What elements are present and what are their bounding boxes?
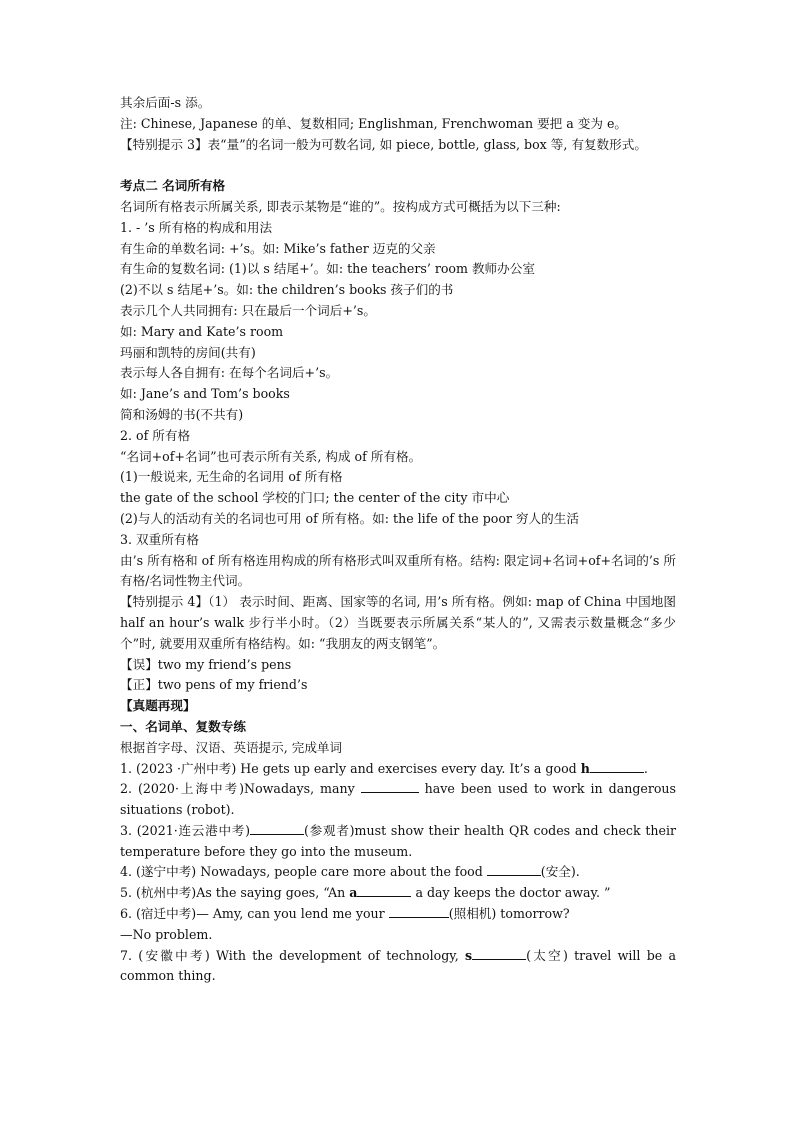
answer-blank[interactable] bbox=[389, 904, 449, 918]
hint-letter: s bbox=[464, 947, 473, 963]
question-text: 3. (2021·连云港中考) bbox=[120, 822, 251, 838]
exercise-heading: 一、名词单、复数专练 bbox=[120, 718, 246, 734]
text-line: 有生命的复数名词: (1)以 s 结尾+’。如: the teachers’ room 教师办公室 bbox=[120, 261, 535, 277]
wrong-example: 【误】two my friend’s pens bbox=[120, 656, 292, 672]
question-5 bbox=[120, 883, 676, 904]
text-line: (1)一般说来, 无生命的名词用 of 所有格 bbox=[120, 469, 343, 485]
section-heading: 考点二 名词所有格 bbox=[120, 178, 226, 194]
text-line: 如: Jane’s and Tom’s books bbox=[120, 386, 290, 402]
text-line: 表示每人各自拥有: 在每个名词后+’s。 bbox=[120, 365, 339, 381]
question-2 bbox=[120, 779, 676, 821]
question-text: (参观者)must show their health QR codes and check their temperature before they go into the museum. bbox=[120, 822, 676, 859]
question-text: 4. (遂宁中考) Nowadays, people care more about the food bbox=[120, 864, 487, 880]
instructions: 根据首字母、汉语、英语提示, 完成单词 bbox=[120, 739, 343, 755]
text-line: 简和汤姆的书(不共有) bbox=[120, 406, 244, 422]
question-text: 7. (安徽中考) With the development of technology, bbox=[120, 947, 465, 963]
text-line: (2)不以 s 结尾+’s。如: the children’s books 孩子们的书 bbox=[120, 282, 454, 298]
question-text: a day keeps the doctor away. ” bbox=[411, 885, 611, 901]
text-line: 如: Mary and Kate’s room bbox=[120, 323, 284, 339]
question-text: (太空) travel will be a common thing. bbox=[120, 947, 676, 984]
answer-blank[interactable] bbox=[472, 946, 526, 960]
question-6-reply: —No problem. bbox=[120, 926, 213, 942]
answer-blank[interactable] bbox=[487, 862, 541, 876]
answer-blank[interactable] bbox=[361, 779, 419, 793]
question-text: (照相机) tomorrow? bbox=[448, 906, 570, 922]
answer-blank[interactable] bbox=[357, 883, 411, 897]
text-line: 注: Chinese, Japanese 的单、复数相同; Englishman, Frenchwoman 要把 a 变为 e。 bbox=[120, 115, 628, 131]
subheading: 3. 双重所有格 bbox=[120, 531, 199, 547]
text-line: 名词所有格表示所属关系, 即表示某物是“谁的”。按构成方式可概括为以下三种: bbox=[120, 198, 561, 214]
question-4 bbox=[120, 862, 676, 883]
text-line: (2)与人的活动有关的名词也可用 of 所有格。如: the life of the poor 穷人的生活 bbox=[120, 510, 579, 526]
tip-4-paragraph: 【特别提示 4】（1） 表示时间、距离、国家等的名词, 用’s 所有格。例如: map of China 中国地图 half an hour’s walk 步行半小时。（2）当既要表示所属关系“某人的”, 又需表示数量概念“多少个”时, 就要用双重所有格结构。如: “我朋友的两支钢笔”。 bbox=[120, 594, 676, 651]
subheading: 1. - ’s 所有格的构成和用法 bbox=[120, 219, 273, 235]
question-7 bbox=[120, 946, 676, 988]
text-line: 其余后面-s 添。 bbox=[120, 95, 211, 110]
subheading: 2. of 所有格 bbox=[120, 427, 191, 443]
double-possessive-paragraph: 由’s 所有格和 of 所有格连用构成的所有格形式叫双重所有格。结构: 限定词+名词+of+名词的’s 所有格/名词性物主代词。 bbox=[120, 552, 676, 589]
question-3 bbox=[120, 821, 676, 863]
text-line: 有生命的单数名词: +’s。如: Mike’s father 迈克的父亲 bbox=[120, 240, 436, 256]
question-1 bbox=[120, 759, 676, 780]
text-line: the gate of the school 学校的门口; the center of the city 市中心 bbox=[120, 490, 510, 506]
hint-letter: h bbox=[580, 760, 590, 776]
answer-blank[interactable] bbox=[590, 759, 644, 773]
question-text: . bbox=[643, 760, 648, 776]
text-line: 表示几个人共同拥有: 只在最后一个词后+’s。 bbox=[120, 302, 376, 318]
section-heading: 【真题再现】 bbox=[120, 698, 196, 714]
question-text: have been used to work in dangerous situations (robot). bbox=[120, 781, 677, 818]
document-page bbox=[120, 93, 676, 987]
question-text: 2. (2020·上海中考)Nowadays, many bbox=[120, 781, 361, 797]
answer-blank[interactable] bbox=[250, 821, 304, 835]
correct-example: 【正】two pens of my friend’s bbox=[120, 677, 308, 693]
hint-letter: a bbox=[349, 885, 358, 901]
text-line: “名词+of+名词”也可表示所有关系, 构成 of 所有格。 bbox=[120, 448, 422, 464]
question-text: (安全). bbox=[540, 864, 580, 880]
text-line: 玛丽和凯特的房间(共有) bbox=[120, 344, 256, 360]
tip-3-paragraph: 【特别提示 3】表“量”的名词一般为可数名词, 如 piece, bottle, glass, box 等, 有复数形式。 bbox=[120, 136, 647, 152]
question-6 bbox=[120, 904, 676, 925]
question-text: 5. (杭州中考)As the saying goes, “An bbox=[120, 885, 350, 901]
question-text: 1. (2023 ·广州中考) He gets up early and exercises every day. It’s a good bbox=[120, 760, 581, 776]
question-text: 6. (宿迁中考)— Amy, can you lend me your bbox=[120, 906, 389, 922]
